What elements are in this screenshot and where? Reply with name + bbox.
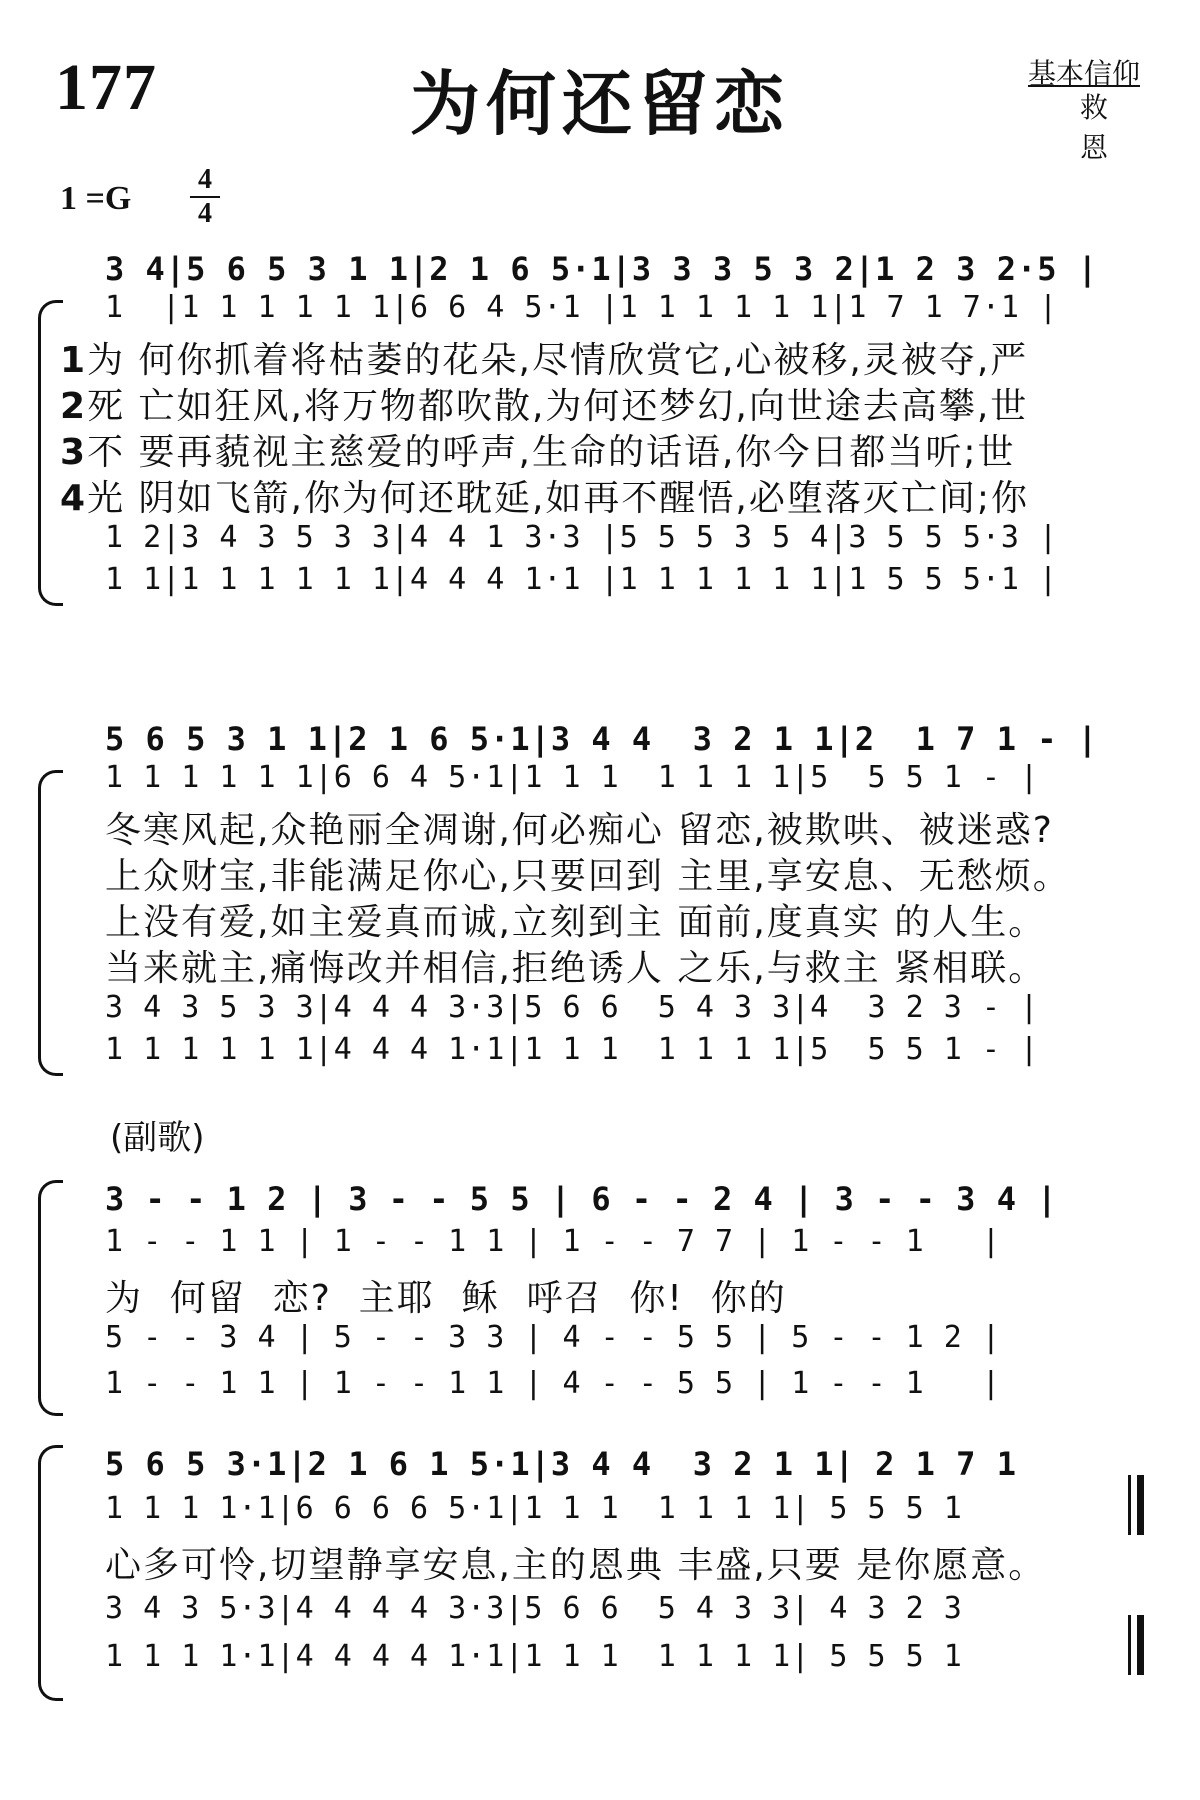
verse-text: 不 要再藐视主慈爱的呼声,生命的话语,你今日都当听;世 (87, 432, 1016, 473)
meter-bottom: 4 (198, 198, 212, 229)
final-barline-thin (1128, 1615, 1131, 1675)
soprano-line: 5 6 5 3·1|2 1 6 1 5·1|3 4 4 3 2 1 1| 2 1 7 1 (105, 1445, 1017, 1483)
verse-4-lyric (60, 470, 1115, 521)
verse-1-lyric (60, 332, 1115, 383)
verse-3-lyric: 上没有爱,如主爱真而诚,立刻到主 面前,度真实 的人生。 (105, 902, 1047, 943)
chorus-lyric: 为 何留 恋? 主耶 稣 呼召 你! 你的 (105, 1278, 787, 1319)
tenor-line: 3 4 3 5 3 3|4 4 4 3·3|5 6 6 5 4 3 3|4 3 2 3 - | (105, 990, 1040, 1025)
alto-line: 1 1 1 1·1|6 6 6 6 5·1|1 1 1 1 1 1 1| 5 5 5 1 (105, 1491, 963, 1526)
chorus-lyric: 心多可怜,切望静享安息,主的恩典 丰盛,只要 是你愿意。 (105, 1545, 1047, 1586)
verse-number: 1 (60, 340, 88, 381)
alto-line: 1 - - 1 1 | 1 - - 1 1 | 1 - - 7 7 | 1 - - 1 | (105, 1224, 1001, 1259)
bass-line: 1 - - 1 1 | 1 - - 1 1 | 4 - - 5 5 | 1 - - 1 | (105, 1366, 1001, 1401)
final-barline-thick (1137, 1615, 1144, 1675)
soprano-line: 3 - - 1 2 | 3 - - 5 5 | 6 - - 2 4 | 3 - - 3 4 | (105, 1180, 1058, 1218)
verse-number: 4 (60, 478, 88, 519)
hymn-number: 177 (55, 51, 157, 124)
tenor-line: 3 4 3 5·3|4 4 4 4 3·3|5 6 6 5 4 3 3| 4 3 2 3 (105, 1591, 963, 1626)
tenor-line: 5 - - 3 4 | 5 - - 3 3 | 4 - - 5 5 | 5 - - 1 2 | (105, 1320, 1001, 1355)
verse-1-lyric: 冬寒风起,众艳丽全凋谢,何必痴心 留恋,被欺哄、被迷惑? (105, 810, 1054, 851)
soprano-line: 5 6 5 3 1 1|2 1 6 5·1|3 4 4 3 2 1 1|2 1 7 1 - | (105, 720, 1099, 758)
bass-line: 1 1 1 1 1 1|4 4 4 1·1|1 1 1 1 1 1 1|5 5 5 1 - | (105, 1032, 1040, 1067)
verse-number: 3 (60, 432, 88, 473)
soprano-line: 3 4|5 6 5 3 1 1|2 1 6 5·1|3 3 3 5 3 2|1 2 3 2·5 | (105, 250, 1099, 288)
category-label: 基本信仰 (1027, 57, 1140, 90)
key-signature: 1 =G (60, 180, 132, 217)
verse-2-lyric (60, 378, 1115, 429)
meter-top: 4 (198, 164, 212, 195)
system-brace (38, 1445, 63, 1701)
tenor-line: 1 2|3 4 3 5 3 3|4 4 1 3·3 |5 5 5 3 5 4|3 5 5 5·3 | (105, 520, 1059, 555)
verse-number: 2 (60, 386, 88, 427)
final-barline-thin (1128, 1475, 1131, 1535)
time-signature (190, 166, 220, 228)
verse-2-lyric: 上众财宝,非能满足你心,只要回到 主里,享安息、无愁烦。 (105, 856, 1071, 897)
subcategory-label: 救 恩 (1079, 91, 1140, 164)
verse-3-lyric (60, 424, 1115, 475)
bass-line: 1 1 1 1·1|4 4 4 4 1·1|1 1 1 1 1 1 1| 5 5 5 1 (105, 1639, 963, 1674)
final-barline-thick (1137, 1475, 1144, 1535)
verse-text: 光 阴如飞箭,你为何还耽延,如再不醒悟,必堕落灭亡间;你 (87, 478, 1029, 519)
system-brace (38, 770, 63, 1076)
bass-line: 1 1|1 1 1 1 1 1|4 4 4 1·1 |1 1 1 1 1 1|1 5 5 5·1 | (105, 562, 1059, 597)
system-brace (38, 1180, 63, 1416)
chorus-label: (副歌) (110, 1118, 205, 1158)
verse-text: 为 何你抓着将枯萎的花朵,尽情欣赏它,心被移,灵被夺,严 (87, 340, 1029, 381)
alto-line: 1 |1 1 1 1 1 1|6 6 4 5·1 |1 1 1 1 1 1|1 7 1 7·1 | (105, 290, 1059, 325)
verse-text: 死 亡如狂风,将万物都吹散,为何还梦幻,向世途去高攀,世 (87, 386, 1029, 427)
verse-4-lyric: 当来就主,痛悔改并相信,拒绝诱人 之乐,与救主 紧相联。 (105, 948, 1047, 989)
song-title: 为何还留恋 (410, 63, 790, 145)
alto-line: 1 1 1 1 1 1|6 6 4 5·1|1 1 1 1 1 1 1|5 5 5 1 - | (105, 760, 1040, 795)
